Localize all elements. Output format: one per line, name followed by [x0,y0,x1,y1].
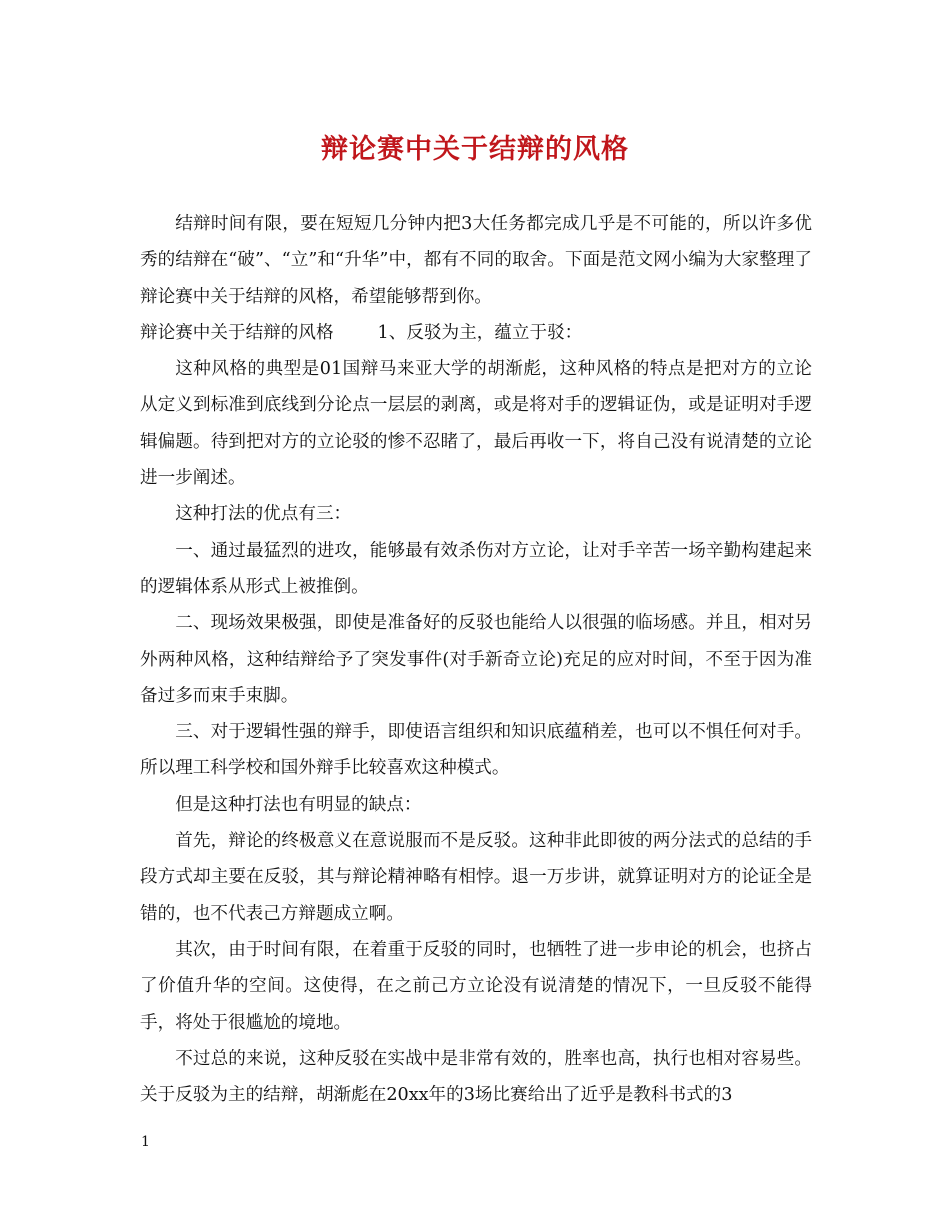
paragraph-disadvantage-2: 其次，由于时间有限，在着重于反驳的同时，也牺牲了进一步申论的机会，也挤占了价值升华的空间。这使得，在之前己方立论没有说清楚的情况下，一旦反驳不能得手，将处于很尴尬的境地。 [140,939,812,1033]
paragraph-advantages-intro: 这种打法的优点有三： [175,504,352,525]
document-title: 辩论赛中关于结辩的风格 [321,134,629,165]
paragraph-style-description: 这种风格的典型是01国辩马来亚大学的胡渐彪，这种风格的特点是把对方的立论从定义到标准到底线到分论点一层层的剥离，或是将对手的逻辑证伪，或是证明对手逻辑偏题。待到把对方的立论驳的惨不忍睹了，最后再收一下，将自己没有说清楚的立论进一步阐述。 [140,359,812,489]
section-heading-left: 辩论赛中关于结辩的风格 [140,322,334,343]
paragraph-disadvantages-intro: 但是这种打法也有明显的缺点： [175,794,422,815]
paragraph-advantage-1: 一、通过最猛烈的进攻，能够最有效杀伤对方立论，让对手辛苦一场辛勤构建起来的逻辑体系从形式上被推倒。 [140,540,812,597]
page-number: 1 [141,1134,150,1150]
document-body [140,206,812,1113]
section-heading-right: 1、反驳为主，蕴立于驳： [377,322,583,343]
paragraph-conclusion: 不过总的来说，这种反驳在实战中是非常有效的，胜率也高，执行也相对容易些。关于反驳为主的结辩，胡渐彪在20xx年的3场比赛给出了近乎是教科书式的3 [140,1048,812,1106]
section-heading-line [140,315,812,351]
paragraph-disadvantage-1: 首先，辩论的终极意义在意说服而不是反驳。这种非此即彼的两分法式的总结的手段方式却主要在反驳，其与辩论精神略有相悖。退一万步讲，就算证明对方的论证全是错的，也不代表己方辩题成立啊。 [140,831,812,924]
paragraph-intro: 结辩时间有限，要在短短几分钟内把3大任务都完成几乎是不可能的，所以许多优秀的结辩在“破”、“立”和“升华”中，都有不同的取舍。下面是范文网小编为大家整理了辩论赛中关于结辩的风格，希望能够帮到你。 [140,214,812,307]
paragraph-advantage-2: 二、现场效果极强，即使是准备好的反驳也能给人以很强的临场感。并且，相对另外两种风格，这种结辩给予了突发事件(对手新奇立论)充足的应对时间，不至于因为准备过多而束手束脚。 [140,613,812,706]
paragraph-advantage-3: 三、对于逻辑性强的辩手，即使语言组织和知识底蕴稍差，也可以不惧任何对手。所以理工科学校和国外辩手比较喜欢这种模式。 [140,722,812,779]
